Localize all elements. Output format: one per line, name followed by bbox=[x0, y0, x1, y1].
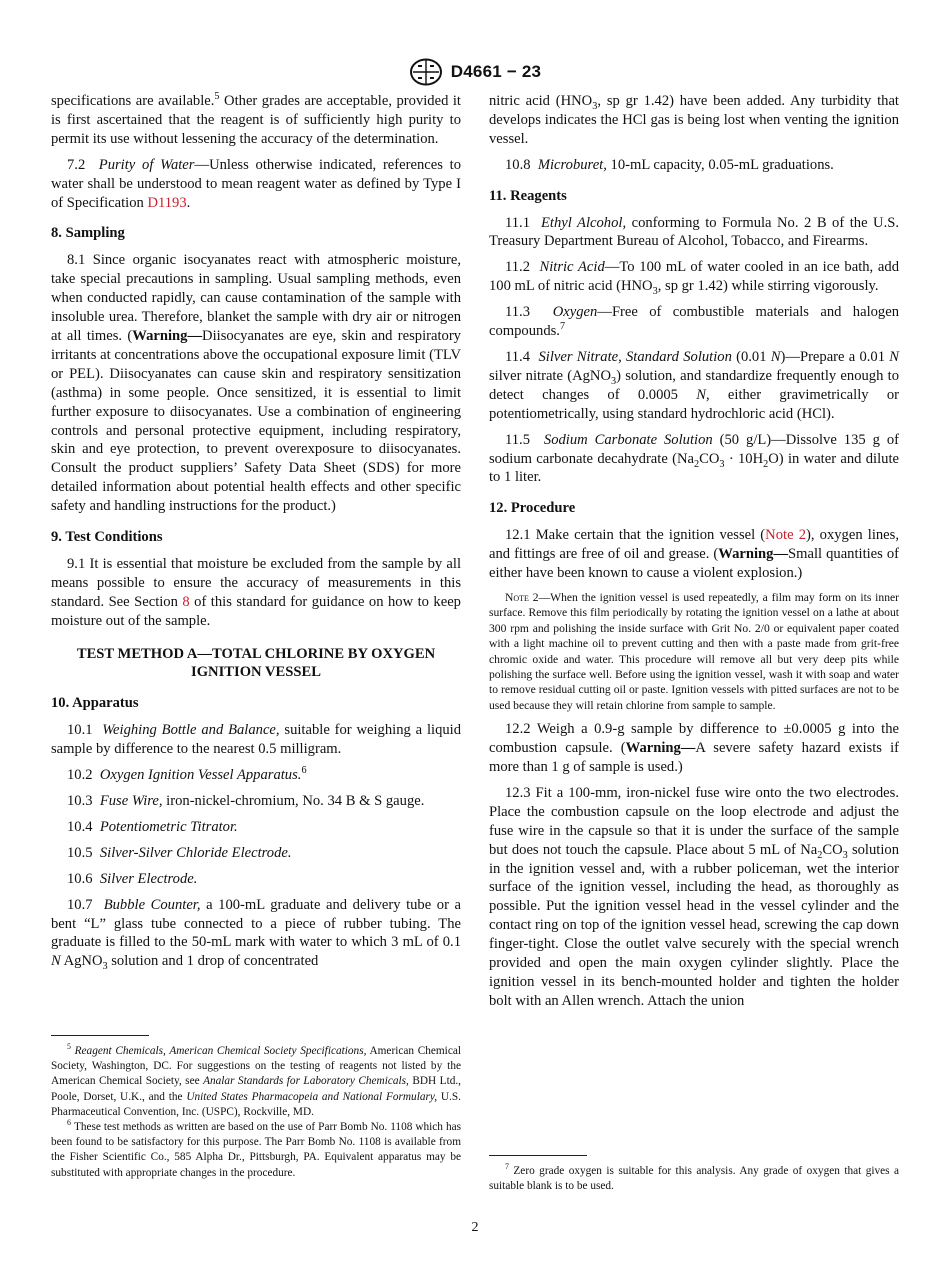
paragraph-10-8: 10.8 Microburet, 10-mL capacity, 0.05-mL graduations. bbox=[505, 156, 834, 173]
paragraph-11-2: 11.2 Nitric Acid—To 100 mL of water cooled in an ice bath, add 100 mL of nitric acid ($HNO_3$, sp gr 1.42) while stirring vigorously. bbox=[489, 259, 899, 298]
note-2: Note 2—When the ignition vessel is used repeatedly, a film may form on its inner surface. Remove this film periodically by rotating the ignition vessel on a lathe at about 300 rpm and polishing the inside surface with Grit No. 2/0 or equivalent paper coated with a light machine oil to prevent cutting and then with a paste made from grit-free chromic oxide and water. This procedure will remove all but very deep pits while polishing the surface well. Before using the ignition vessel, wash it with soap and water to remove residual cutting oil or paste. Ignition vessels with pitted surfaces are not to be used because they will retain chlorine from sample to sample. bbox=[489, 590, 899, 712]
footnote-5: $^5$ Reagent Chemicals, American Chemical Society Specifications, American Chemical Society, Washington, DC. For suggestions on the testing of reagents not listed by the American Chemical Society, see Analar Standards for Laboratory Chemicals, BDH Ltd., Poole, Dorset, U.K., and the United States Pharmacopeia and National Formulary, U.S. Pharmaceutical Convention, Inc. (USPC), Rockville, MD. bbox=[51, 1042, 462, 1118]
right-column bbox=[489, 92, 899, 1018]
section-12-heading: 12. Procedure bbox=[489, 500, 576, 517]
astm-logo-icon bbox=[409, 58, 443, 86]
paragraph-10-4: 10.4 Potentiometric Titrator. bbox=[67, 818, 238, 835]
footnote-rule bbox=[489, 1155, 587, 1156]
paragraph-11-4: 11.4 Silver Nitrate, Standard Solution (0.01 N)—Prepare a 0.01 N silver nitrate (AgNO$_3$) solution, and standardize frequently enough to detect changes of 0.0005 N, either gravimetrically or potentiometrically, using standard hydrochloric acid (HCl). bbox=[489, 348, 899, 422]
section-8-link[interactable]: 8 bbox=[182, 593, 190, 610]
left-footnotes bbox=[51, 1035, 461, 1181]
d1193-link[interactable]: D1193 bbox=[147, 194, 187, 211]
paragraph-8-1: 8.1 Since organic isocyanates react with atmospheric moisture, take special precautions in sampling. Usual sampling methods, even when conducted rapidly, can cause contamination of the sample with insoluble urea. Therefore, blanket the sample with dry air or nitrogen at all times. (Warning—Diisocyanates are eye, skin and respiratory irritants at concentrations above the occupational exposure limit (TLV or PEL). Diisocyanates can cause skin and respiratory sensitization (asthma) in some people. Once sensitized, it is essential to limit further exposure to diisocyanates. Use a combination of engineering controls and personal protective equipment, including respiratory, skin and eye protection, to prevent overexposure to diisocyanates. Consult the product suppliers’ Safety Data Sheet (SDS) for more detailed information about potential health effects and other specific safety and handling instructions for the product.) bbox=[51, 252, 461, 515]
section-8-heading: 8. Sampling bbox=[51, 225, 125, 242]
section-10-heading: 10. Apparatus bbox=[51, 695, 139, 712]
paragraph-7-1-continued: specifications are available.$^5$ Other grades are acceptable, provided it is first ascertained that the reagent is of sufficiently high purity to permit its use without lessening the accuracy of the determination. bbox=[51, 91, 461, 147]
section-9-heading: 9. Test Conditions bbox=[51, 529, 163, 546]
paragraph-12-3: 12.3 Fit a 100-mm, iron-nickel fuse wire onto the two electrodes. Place the combustion capsule on the loop electrode and adjust the fuse wire in the capsule so that it is under the surface of the sample but does not touch the capsule. Place about 5 mL of $Na_2CO_3$ solution in the ignition vessel and, with a rubber policeman, wet the interior surface of the ignition vessel, including the head, as thoroughly as possible. Put the ignition vessel head in the vessel cylinder and the contact ring on top of the ignition vessel head, screwing the cap down finger-tight. Close the outlet valve securely with the special wrench provided and open the main oxygen cylinder slightly. Place the ignition vessel in its bench-mounted holder and tighten the holder bolt with an Allen wrench. Attach the union bbox=[489, 784, 899, 1009]
paragraph-10-5: 10.5 Silver-Silver Chloride Electrode. bbox=[67, 844, 292, 861]
paragraph-10-1: 10.1 Weighing Bottle and Balance, suitable for weighing a liquid sample by difference to the nearest 0.5 milligram. bbox=[51, 722, 462, 758]
paragraph-11-3: 11.3 Oxygen—Free of combustible materials and halogen compounds.$^7$ bbox=[489, 304, 900, 340]
footnote-6: $^6$ These test methods as written are based on the use of Parr Bomb No. 1108 which has been found to be satisfactory for this purpose. The Parr Bomb No. 1108 is available from the Fisher Scientific Co., 585 Alpha Dr., Pittsburgh, PA. Equivalent apparatus may be substituted with appropriate changes in the procedure. bbox=[51, 1118, 461, 1179]
right-footnotes bbox=[489, 1155, 899, 1194]
paragraph-10-6: 10.6 Silver Electrode. bbox=[67, 870, 198, 887]
paragraph-9-1: 9.1 It is essential that moisture be excluded from the sample by all means possible to ensure the accuracy of measurements in this standard. See Section 8 of this standard for guidance on how to keep moisture out of the sample. bbox=[51, 555, 461, 629]
paragraph-10-2: 10.2 Oxygen Ignition Vessel Apparatus.$^6$ bbox=[67, 765, 307, 784]
paragraph-12-2: 12.2 Weigh a 0.9-g sample by difference to ±0.0005 g into the combustion capsule. (Warning—A severe safety hazard exists if more than 1 g of sample is used.) bbox=[489, 721, 899, 775]
paragraph-12-1: 12.1 Make certain that the ignition vessel (Note 2), oxygen lines, and fittings are free of oil and grease. (Warning—Small quantities of either have been known to cause a violent explosion.) bbox=[489, 527, 899, 582]
paragraph-11-5: 11.5 Sodium Carbonate Solution (50 g/L)—Dissolve 135 g of sodium carbonate decahydrate $(Na_2CO_3 \cdot 10H_2O)$ in water and dilute to 1 liter. bbox=[489, 431, 900, 486]
footnote-rule bbox=[51, 1035, 149, 1036]
page-header bbox=[0, 58, 950, 86]
footnote-7: $^7$ Zero grade oxygen is suitable for this analysis. Any grade of oxygen that gives a suitable blank is to be used. bbox=[489, 1162, 900, 1193]
section-11-heading: 11. Reagents bbox=[489, 187, 567, 204]
paragraph-7-2: 7.2 Purity of Water—Unless otherwise indicated, references to water shall be understood to mean reagent water as defined by Type I of Specification D1193. bbox=[51, 156, 462, 211]
note-2-link[interactable]: Note 2 bbox=[765, 527, 806, 544]
paragraph-10-7: 10.7 Bubble Counter, a 100-mL graduate and delivery tube or a bent “L” glass tube connected to a piece of rubber tubing. The graduate is filled to the 50-mL mark with water to which 3 mL of 0.1 N AgNO$_3$ solution and 1 drop of concentrated bbox=[51, 896, 462, 973]
page-number: 2 bbox=[471, 1220, 479, 1235]
document-id: D4661 − 23 bbox=[450, 62, 542, 81]
paragraph-11-1: 11.1 Ethyl Alcohol, conforming to Formula No. 2 B of the U.S. Treasury Department Bureau of Alcohol, Tobacco, and Firearms. bbox=[489, 214, 900, 250]
paragraph-10-3: 10.3 Fuse Wire, iron-nickel-chromium, No. 34 B & S gauge. bbox=[67, 793, 425, 809]
test-method-a-heading: TEST METHOD A—TOTAL CHLORINE BY OXYGEN IGNITION VESSEL bbox=[76, 645, 436, 681]
left-column bbox=[51, 92, 461, 978]
paragraph-10-7-continued: nitric acid ($HNO_3$, sp gr 1.42) have been added. Any turbidity that develops indicates the HCl gas is being lost when venting the ignition vessel. bbox=[489, 93, 899, 147]
